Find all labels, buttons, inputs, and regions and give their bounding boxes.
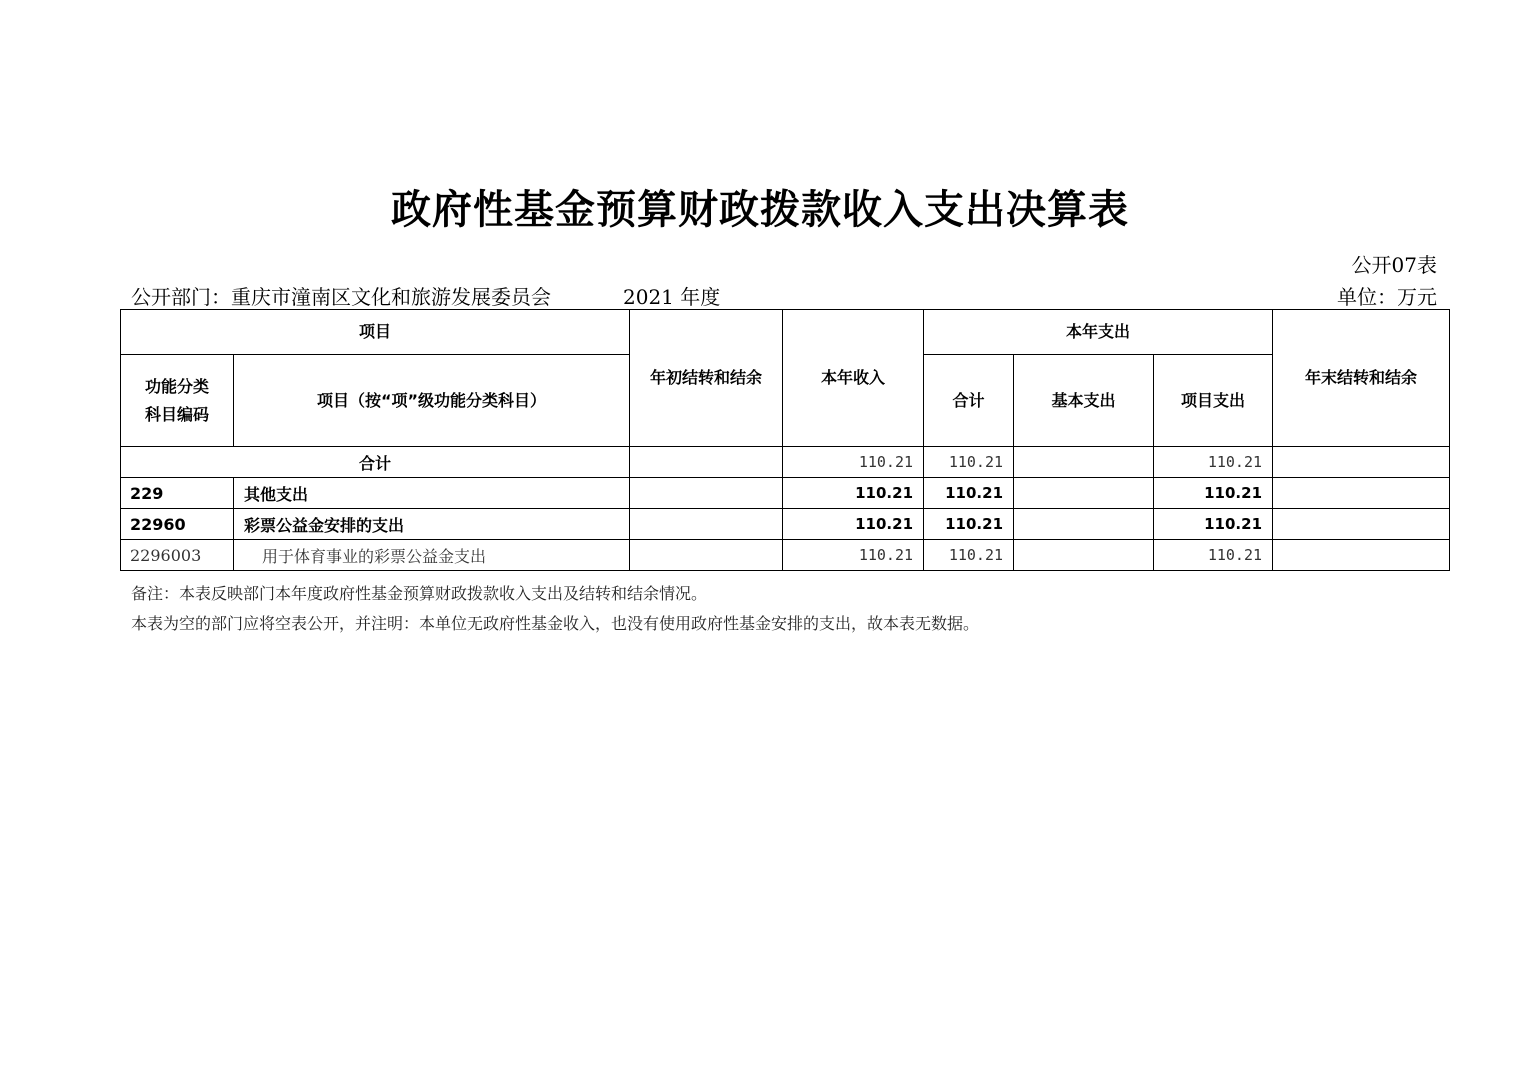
- cell-end-balance: [1273, 447, 1450, 478]
- report-meta: [131, 281, 720, 310]
- table-row-total: [121, 447, 1450, 478]
- cell-expense-total: 110.21: [924, 478, 1014, 509]
- cell-expense-total: 110.21: [924, 540, 1014, 571]
- cell-expense-basic: [1014, 478, 1154, 509]
- cell-name: 彩票公益金安排的支出: [234, 509, 630, 540]
- header-expense-basic: 基本支出: [1014, 355, 1154, 447]
- table-row: [121, 540, 1450, 571]
- cell-income: 110.21: [783, 509, 924, 540]
- table-row: [121, 478, 1450, 509]
- cell-income: 110.21: [783, 540, 924, 571]
- cell-expense-total: 110.21: [924, 509, 1014, 540]
- cell-code: 229: [121, 478, 234, 509]
- form-number: 公开07表: [1351, 253, 1437, 277]
- cell-end-balance: [1273, 478, 1450, 509]
- cell-expense-basic: [1014, 509, 1154, 540]
- cell-code: 2296003: [121, 540, 234, 571]
- cell-income: 110.21: [783, 478, 924, 509]
- cell-expense-project: 110.21: [1154, 509, 1273, 540]
- page-title: 政府性基金预算财政拨款收入支出决算表: [391, 186, 1129, 233]
- cell-income: 110.21: [783, 447, 924, 478]
- fiscal-year: 2021 年度: [623, 285, 721, 309]
- cell-code: 22960: [121, 509, 234, 540]
- cell-begin-balance: [630, 509, 783, 540]
- header-expense: 本年支出: [924, 310, 1273, 355]
- cell-end-balance: [1273, 509, 1450, 540]
- cell-begin-balance: [630, 447, 783, 478]
- header-project-by-item: 项目（按“项”级功能分类科目）: [234, 355, 630, 447]
- budget-table: [120, 309, 1450, 571]
- cell-expense-project: 110.21: [1154, 478, 1273, 509]
- cell-expense-basic: [1014, 447, 1154, 478]
- header-expense-total: 合计: [924, 355, 1014, 447]
- footnote-empty-instruction: 本表为空的部门应将空表公开，并注明：本单位无政府性基金收入，也没有使用政府性基金安排的支出，故本表无数据。: [131, 614, 980, 633]
- cell-expense-total: 110.21: [924, 447, 1014, 478]
- total-label: 合计: [121, 447, 630, 478]
- cell-name: 其他支出: [234, 478, 630, 509]
- header-end-balance: 年末结转和结余: [1273, 310, 1450, 447]
- header-project: 项目: [121, 310, 630, 355]
- cell-begin-balance: [630, 540, 783, 571]
- footnote-remark: 备注：本表反映部门本年度政府性基金预算财政拨款收入支出及结转和结余情况。: [131, 584, 708, 603]
- cell-expense-project: 110.21: [1154, 540, 1273, 571]
- cell-expense-project: 110.21: [1154, 447, 1273, 478]
- header-expense-project: 项目支出: [1154, 355, 1273, 447]
- cell-expense-basic: [1014, 540, 1154, 571]
- table-row: [121, 509, 1450, 540]
- header-begin-balance: 年初结转和结余: [630, 310, 783, 447]
- cell-begin-balance: [630, 478, 783, 509]
- cell-name: 用于体育事业的彩票公益金支出: [234, 540, 630, 571]
- unit-label: 单位：万元: [1337, 285, 1437, 309]
- header-income: 本年收入: [783, 310, 924, 447]
- cell-end-balance: [1273, 540, 1450, 571]
- header-func-code: 功能分类 科目编码: [121, 355, 234, 447]
- department-label: 公开部门：重庆市潼南区文化和旅游发展委员会: [131, 285, 551, 309]
